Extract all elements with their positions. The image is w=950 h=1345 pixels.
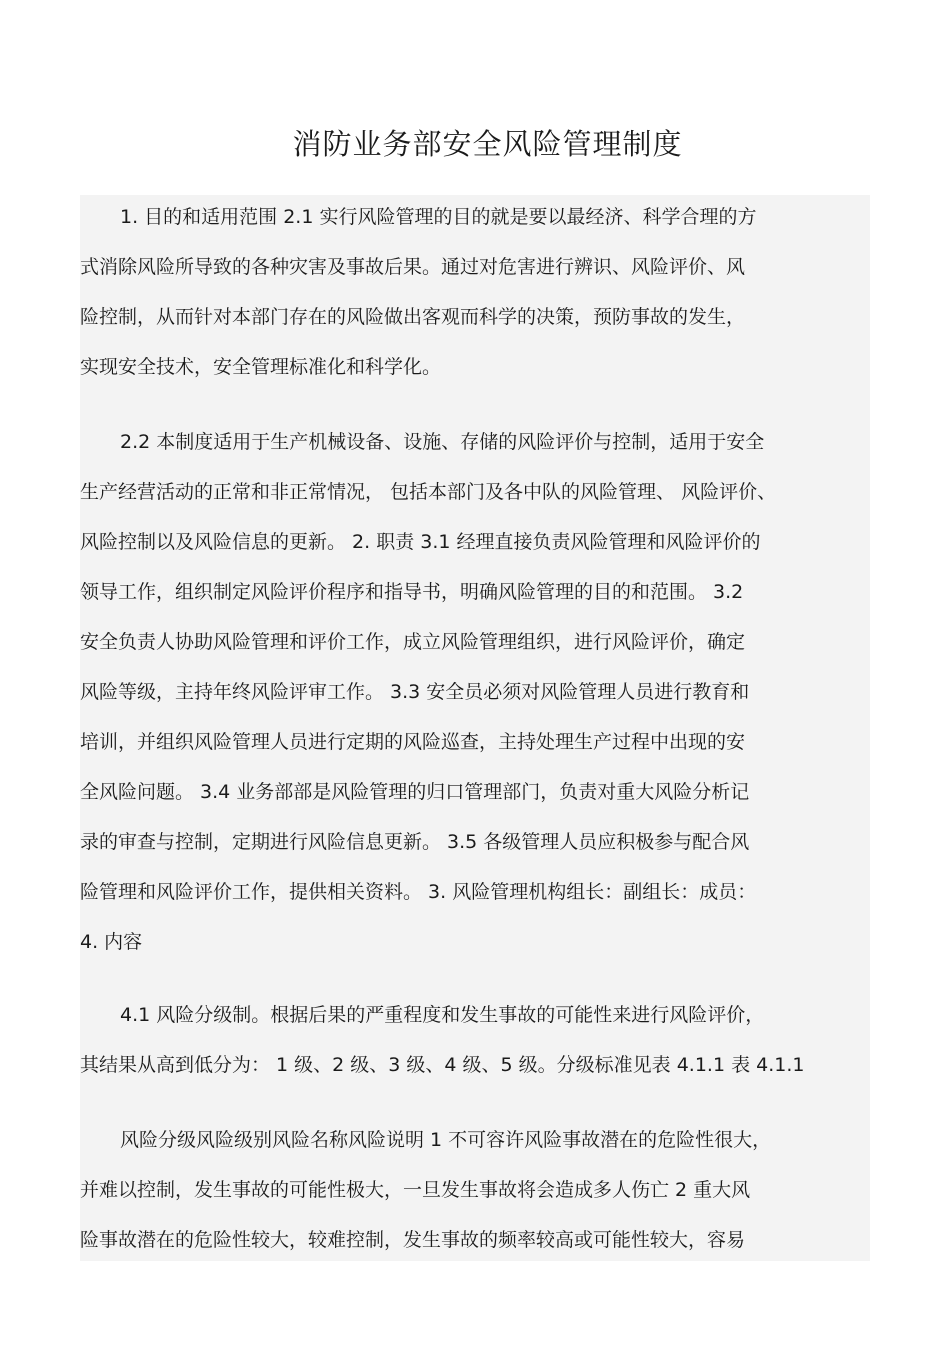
text-line: 安全负责人协助风险管理和评价工作，成立风险管理组织，进行风险评价，确定 [80, 631, 746, 653]
text-line: 其结果从高到低分为： 1 级、2 级、3 级、4 级、5 级。分级标准见表 4.1.1 表 4.1.1 [80, 1054, 805, 1076]
text-line: 生产经营活动的正常和非正常情况， 包括本部门及各中队的风险管理、 风险评价、 [80, 481, 777, 503]
text-line: 实现安全技术，安全管理标准化和科学化。 [80, 356, 442, 378]
document-body [80, 195, 870, 1261]
text-line: 4.1 风险分级制。根据后果的严重程度和发生事故的可能性来进行风险评价， [120, 1004, 765, 1026]
text-line: 并难以控制，发生事故的可能性极大，一旦发生事故将会造成多人伤亡 2 重大风 [80, 1179, 751, 1201]
text-line: 险控制，从而针对本部门存在的风险做出客观而科学的决策，预防事故的发生， [80, 306, 746, 328]
text-line: 4. 内容 [80, 931, 143, 953]
text-line: 2.2 本制度适用于生产机械设备、设施、存储的风险评价与控制，适用于安全 [120, 431, 765, 453]
text-line: 险管理和风险评价工作，提供相关资料。 3. 风险管理机构组长：副组长：成员： [80, 881, 757, 903]
text-line: 领导工作，组织制定风险评价程序和指导书，明确风险管理的目的和范围。 3.2 [80, 581, 744, 603]
text-line: 全风险问题。 3.4 业务部部是风险管理的归口管理部门，负责对重大风险分析记 [80, 781, 750, 803]
text-line: 险事故潜在的危险性较大，较难控制，发生事故的频率较高或可能性较大，容易 [80, 1229, 746, 1251]
text-line: 风险等级，主持年终风险评审工作。 3.3 安全员必须对风险管理人员进行教育和 [80, 681, 750, 703]
document-title: 消防业务部安全风险管理制度 [292, 127, 683, 161]
text-line: 风险控制以及风险信息的更新。 2. 职责 3.1 经理直接负责风险管理和风险评价的 [80, 531, 761, 553]
text-line: 1. 目的和适用范围 2.1 实行风险管理的目的就是要以最经济、科学合理的方 [120, 206, 757, 228]
text-line: 风险分级风险级别风险名称风险说明 1 不可容许风险事故潜在的危险性很大， [120, 1129, 772, 1151]
text-line: 录的审查与控制，定期进行风险信息更新。 3.5 各级管理人员应积极参与配合风 [80, 831, 750, 853]
text-line: 式消除风险所导致的各种灾害及事故后果。通过对危害进行辨识、风险评价、风 [80, 256, 746, 278]
text-line: 培训，并组织风险管理人员进行定期的风险巡查，主持处理生产过程中出现的安 [80, 731, 746, 753]
